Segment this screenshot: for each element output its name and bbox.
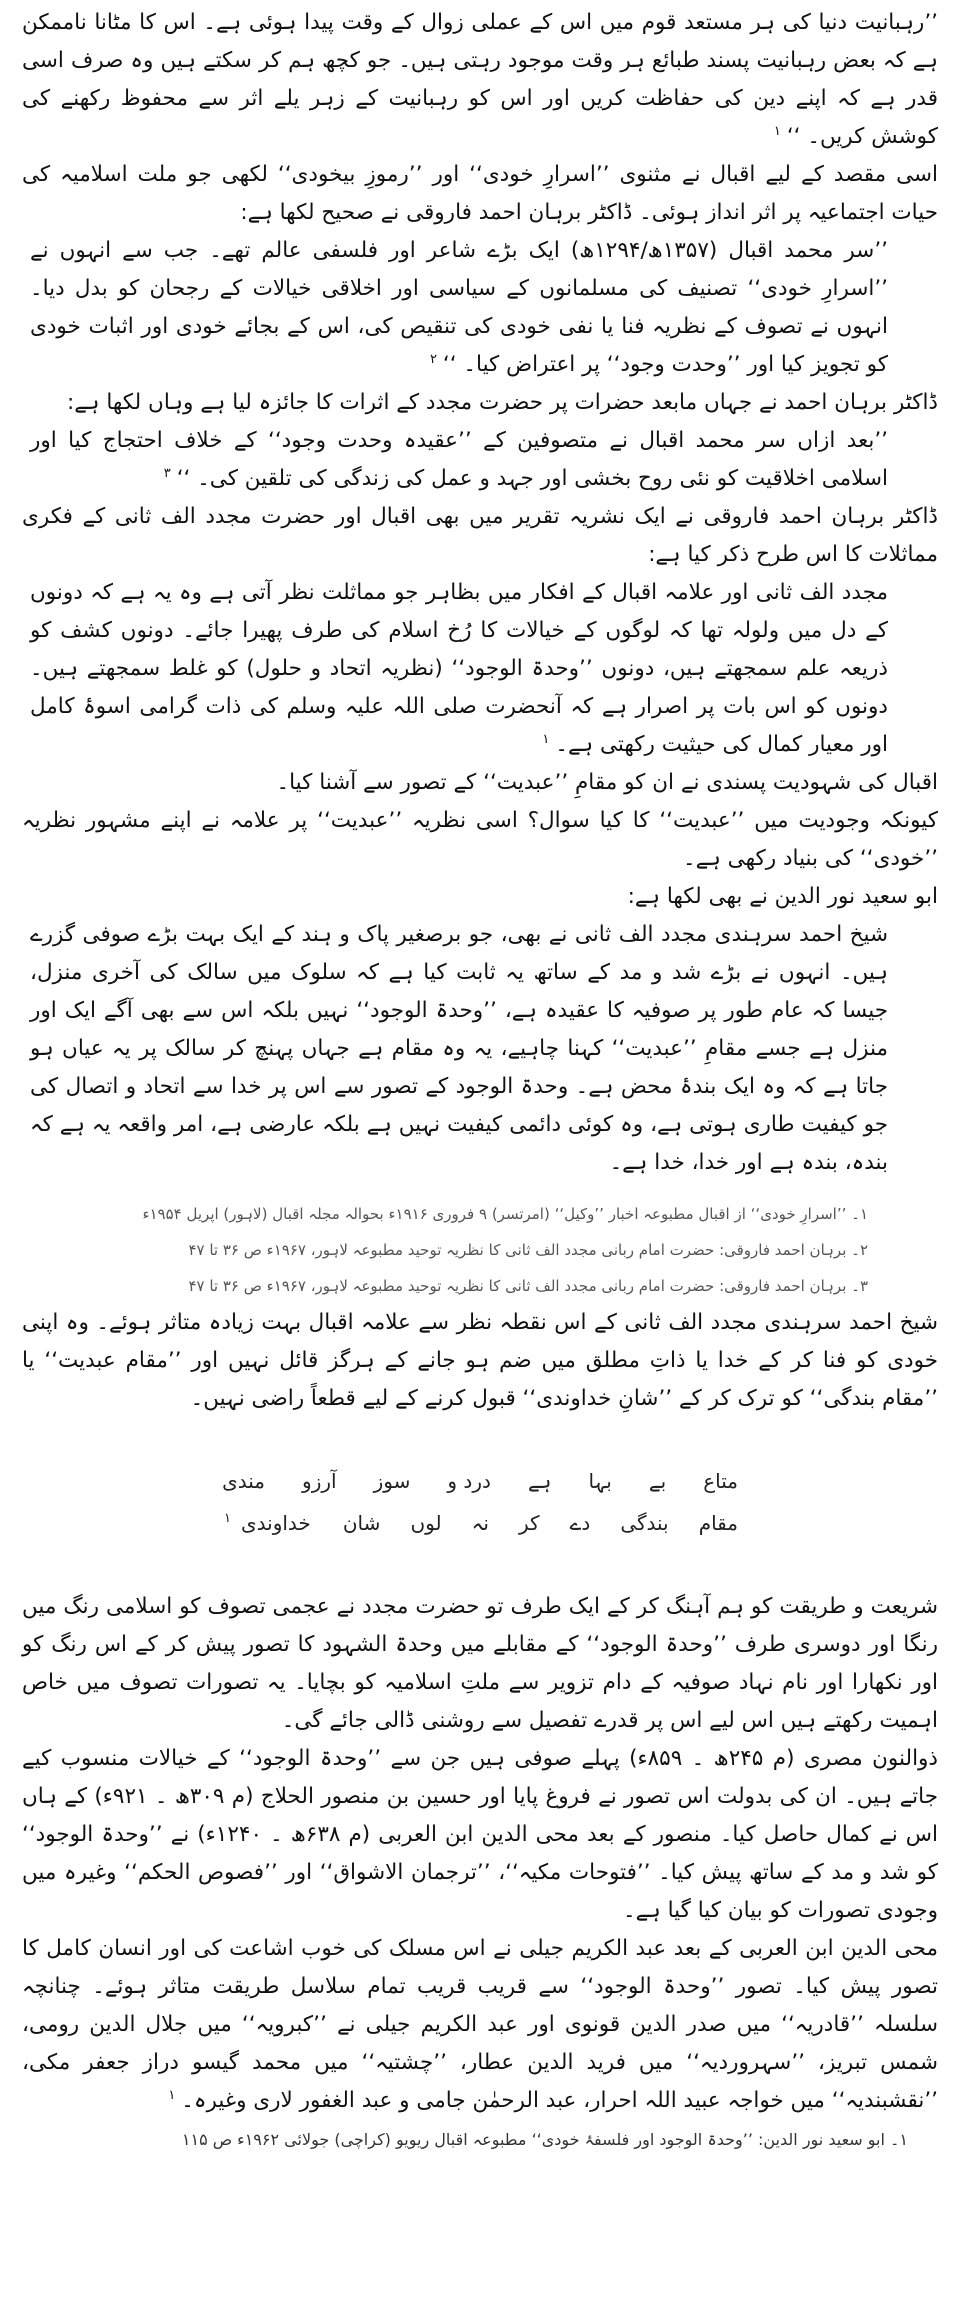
verse-word: مندی (222, 1469, 265, 1493)
bottom-footnote-section (112, 2124, 908, 2156)
paragraph-abdiyat-2: کیونکہ وجودیت میں ’’عبدیت‘‘ کا کیا سوال؟ اسی نظریہ ’’عبدیت‘‘ پر علامہ نے اپنے مشہور نظریہ ’’خودی‘‘ کی بنیاد رکھی ہے۔ (22, 808, 938, 871)
verse-word: بہا (588, 1469, 612, 1493)
block-quote-farooqi-1: ’’سر محمد اقبال (۱۳۵۷ھ/۱۲۹۴ھ) ایک بڑے شاعر اور فلسفی عالم تھے۔ جب سے انہوں نے ’’اسرارِ خودی‘‘ تصنیف کی مسلمانوں کے سیاسی اور اخلاقی خیالات کے رجحان کو بدل دیا۔ انہوں نے تصوف کے نظریہ فنا یا نفی خودی کی تنقیص کی، اس کے بجائے خودی اور اثبات خودی کو تجویز کیا اور ’’وحدت وجود‘‘ پر اعتراض کیا۔ ‘‘$^۲$ (30, 238, 888, 377)
verse-word: خداوندی$^۱$ (224, 1511, 311, 1535)
verse-word: مقام (698, 1511, 738, 1535)
verse-word: بے (648, 1469, 667, 1493)
verse-word: شان (342, 1511, 381, 1535)
verse-word: کر (519, 1511, 540, 1535)
footnote-marker: ۱ (773, 123, 781, 139)
verse-line-2 (220, 1502, 740, 1544)
verse-word: دے (569, 1511, 591, 1535)
footnote-2: ۲۔ برہان احمد فاروقی: حضرت امام ربانی مجدد الف ثانی کا نظریہ توحید مطبوعہ لاہور، ۱۹۶۷ء ص ۳۶ تا ۴۷ (188, 1241, 868, 1259)
block-quote-nooruddin: شیخ احمد سرہندی مجدد الف ثانی نے بھی، جو برصغیر پاک و ہند کے ایک بہت بڑے صوفی گزرے ہیں۔ انہوں نے بڑے شد و مد کے ساتھ یہ ثابت کیا ہے کہ سلوک میں سالک کی آخری منزل، جیسا کہ عام طور پر صوفیہ کا عقیدہ ہے، ’’وحدۃ الوجود‘‘ نہیں بلکہ اس سے بھی آگے ایک اور منزل ہے جسے مقامِ ’’عبدیت‘‘ کہنا چاہیے، یہ وہ مقام ہے جہاں پہنچ کر سالک پر یہ عیاں ہو جاتا ہے کہ وہ ایک بندۂ محض ہے۔ وحدۃ الوجود کے تصور سے اس پر خدا سے اتحاد و اتصال کی جو کیفیت طاری ہوتی ہے، وہ کوئی دائمی کیفیت نہیں ہے بلکہ عارضی ہے، امر واقعہ یہ ہے کہ بندہ، بندہ ہے اور خدا، خدا ہے۔ (30, 922, 888, 1175)
paragraph-iqbal-masnavi: اسی مقصد کے لیے اقبال نے مثنوی ’’اسرارِ خودی‘‘ اور ’’رموزِ بیخودی‘‘ لکھی جو ملت اسلامیہ کی حیات اجتماعیہ پر اثر انداز ہوئی۔ ڈاکٹر برہان احمد فاروقی نے صحیح لکھا ہے: (22, 162, 938, 225)
verse-word: درد و (447, 1469, 491, 1493)
footnote-marker: ۲ (429, 351, 437, 367)
footnote-3: ۳۔ برہان احمد فاروقی: حضرت امام ربانی مجدد الف ثانی کا نظریہ توحید مطبوعہ لاہور، ۱۹۶۷ء ص ۳۶ تا ۴۷ (188, 1277, 868, 1295)
footnote-marker: ۳ (163, 465, 171, 481)
footnote-marker: ۱ (168, 2087, 176, 2103)
verse-word: آرزو (302, 1469, 337, 1493)
paragraph-broadcast-intro: ڈاکٹر برہان احمد فاروقی نے ایک نشریہ تقریر میں بھی اقبال اور حضرت مجدد الف ثانی کے فکری مماثلات کا اس طرح ذکر کیا ہے: (22, 504, 938, 567)
verse-word: متاع (703, 1469, 738, 1493)
verse-line-1 (220, 1460, 740, 1502)
verse-word: نہ (471, 1511, 489, 1535)
verse-word: ہے (527, 1469, 552, 1493)
verse-word: بندگی (620, 1511, 669, 1535)
footnote-bottom: ۱۔ ابو سعید نور الدین: ’’وحدۃ الوجود اور فلسفۂ خودی‘‘ مطبوعہ اقبال ریویو (کراچی) جولائی ۱۹۶۲ء ص ۱۱۵ (181, 2130, 908, 2149)
block-quote-farooqi-2: ’’بعد ازاں سر محمد اقبال نے متصوفین کے ’’عقیدہ وحدت وجود‘‘ کے خلاف احتجاج کیا اور اسلامی اخلاقیت کو نئی روح بخشی اور جہد و عمل کی زندگی کی تلقین کی۔ ‘‘$^۳$ (30, 428, 888, 491)
verse-word: سوز (373, 1469, 411, 1493)
footnotes-section (92, 1196, 868, 1304)
paragraph-ibn-arabi: محی الدین ابن العربی کے بعد عبد الکریم جیلی نے اس مسلک کی خوب اشاعت کی اور انسان کامل کا تصور پیش کیا۔ تصور ’’وحدۃ الوجود‘‘ سے قریب قریب تمام سلاسل طریقت متاثر ہوئے۔ چنانچہ سلسلہ ’’قادریہ‘‘ میں صدر الدین قونوی اور عبد الکریم جیلی نے ’’کبرویہ‘‘ میں جلال الدین رومی، شمس تبریز، ’’سہروردیہ‘‘ میں فرید الدین عطار، ’’چشتیہ‘‘ میں محمد گیسو دراز جعفر مکی، ’’نقشبندیہ‘‘ میں خواجہ عبید اللہ احرار، عبد الرحمٰن جامی و عبد الغفور لاری وغیرہ۔$^۱$ (22, 1936, 938, 2113)
verse-couplet (22, 1460, 938, 1544)
paragraph-abdiyat-1: اقبال کی شہودیت پسندی نے ان کو مقامِ ’’عبدیت‘‘ کے تصور سے آشنا کیا۔ (276, 770, 938, 795)
verse-word: لوں (410, 1511, 442, 1535)
block-quote-similarities: مجدد الف ثانی اور علامہ اقبال کے افکار میں بظاہر جو مماثلت نظر آتی ہے وہ یہ ہے کہ دونوں کے دل میں ولولہ تھا کہ لوگوں کے خیالات کا رُخ اسلام کی طرف پھیرا جائے۔ دونوں کشف کو ذریعہ علم سمجھتے ہیں، دونوں ’’وحدۃ الوجود‘‘ (نظریہ اتحاد و حلول) کو غلط سمجھتے ہیں۔ دونوں کو اس بات پر اصرار ہے کہ آنحضرت صلی اللہ علیہ وسلم کی ذات گرامی اسوۂ کامل اور معیار کمال کی حیثیت رکھتی ہے۔$^۱$ (30, 580, 888, 757)
footnote-marker: ۱ (542, 731, 550, 747)
paragraph-abdiyat-3: ابو سعید نور الدین نے بھی لکھا ہے: (627, 884, 938, 909)
paragraph-quote-intro: ’’رہبانیت دنیا کی ہر مستعد قوم میں اس کے عملی زوال کے وقت پیدا ہوئی ہے۔ اس کا مٹانا ناممکن ہے کہ بعض رہبانیت پسند طبائع ہر وقت موجود رہتی ہیں۔ جو کچھ ہم کر سکتے ہیں وہ صرف اسی قدر ہے کہ اپنے دین کی حفاظت کریں اور اس کو رہبانیت کے زہر یلے اثر سے محفوظ رکھنے کی کوشش کریں۔ ‘‘$^۱$ (22, 10, 938, 149)
paragraph-history-wujud: ذوالنون مصری (م ۲۴۵ھ ۔ ۸۵۹ء) پہلے صوفی ہیں جن سے ’’وحدۃ الوجود‘‘ کے خیالات منسوب کیے جاتے ہیں۔ ان کی بدولت اس تصور نے فروغ پایا اور حسین بن منصور الحلاج (م ۳۰۹ھ ۔ ۹۲۱ء) کے ہاں اس نے کمال حاصل کیا۔ منصور کے بعد محی الدین ابن العربی (م ۶۳۸ھ ۔ ۱۲۴۰ء) نے ’’وحدۃ الوجود‘‘ کو شد و مد کے ساتھ پیش کیا۔ ’’فتوحات مکیہ‘‘، ’’ترجمان الاشواق‘‘ اور ’’فصوص الحکم‘‘ وغیرہ میں وجودی تصورات کو بیان کیا گیا ہے۔ (22, 1746, 939, 1923)
paragraph-sirhindi: شیخ احمد سرہندی مجدد الف ثانی کے اس نقطہ نظر سے علامہ اقبال بہت زیادہ متاثر ہوئے۔ وہ اپنی خودی کو فنا کر کے خدا یا ذاتِ مطلق میں ضم ہو جانے کے ہرگز قائل نہیں اور ’’مقام عبدیت‘‘ یا ’’مقام بندگی‘‘ کو ترک کر کے ’’شانِ خداوندی‘‘ قبول کرنے کے لیے قطعاً راضی نہیں۔ (22, 1310, 938, 1411)
paragraph-shariat-tariqat: شریعت و طریقت کو ہم آہنگ کر کے ایک طرف تو حضرت مجدد نے عجمی تصوف کو اسلامی رنگ میں رنگا اور دوسری طرف ’’وحدۃ الوجود‘‘ کے مقابلے میں وحدۃ الشہود کا تصور پیش کر کے اس رنگ کو اور نکھارا اور نام نہاد صوفیہ کے دام تزویر سے ملتِ اسلامیہ کو بچایا۔ یہ تصورات تصوف میں خاص اہمیت رکھتے ہیں اس لیے اس پر قدرے تفصیل سے روشنی ڈالی جائے گی۔ (22, 1594, 938, 1733)
footnote-1: ۱۔ ’’اسرارِ خودی‘‘ از اقبال مطبوعہ اخبار ’’وکیل‘‘ (امرتسر) ۹ فروری ۱۹۱۶ء بحوالہ مجلہ اقبال (لاہور) اپریل ۱۹۵۴ء (142, 1205, 868, 1223)
paragraph-farooqi-intro: ڈاکٹر برہان احمد نے جہاں مابعد حضرات پر حضرت مجدد کے اثرات کا جائزہ لیا ہے وہاں لکھا ہے: (67, 390, 938, 415)
footnote-marker: ۱ (224, 1511, 231, 1527)
